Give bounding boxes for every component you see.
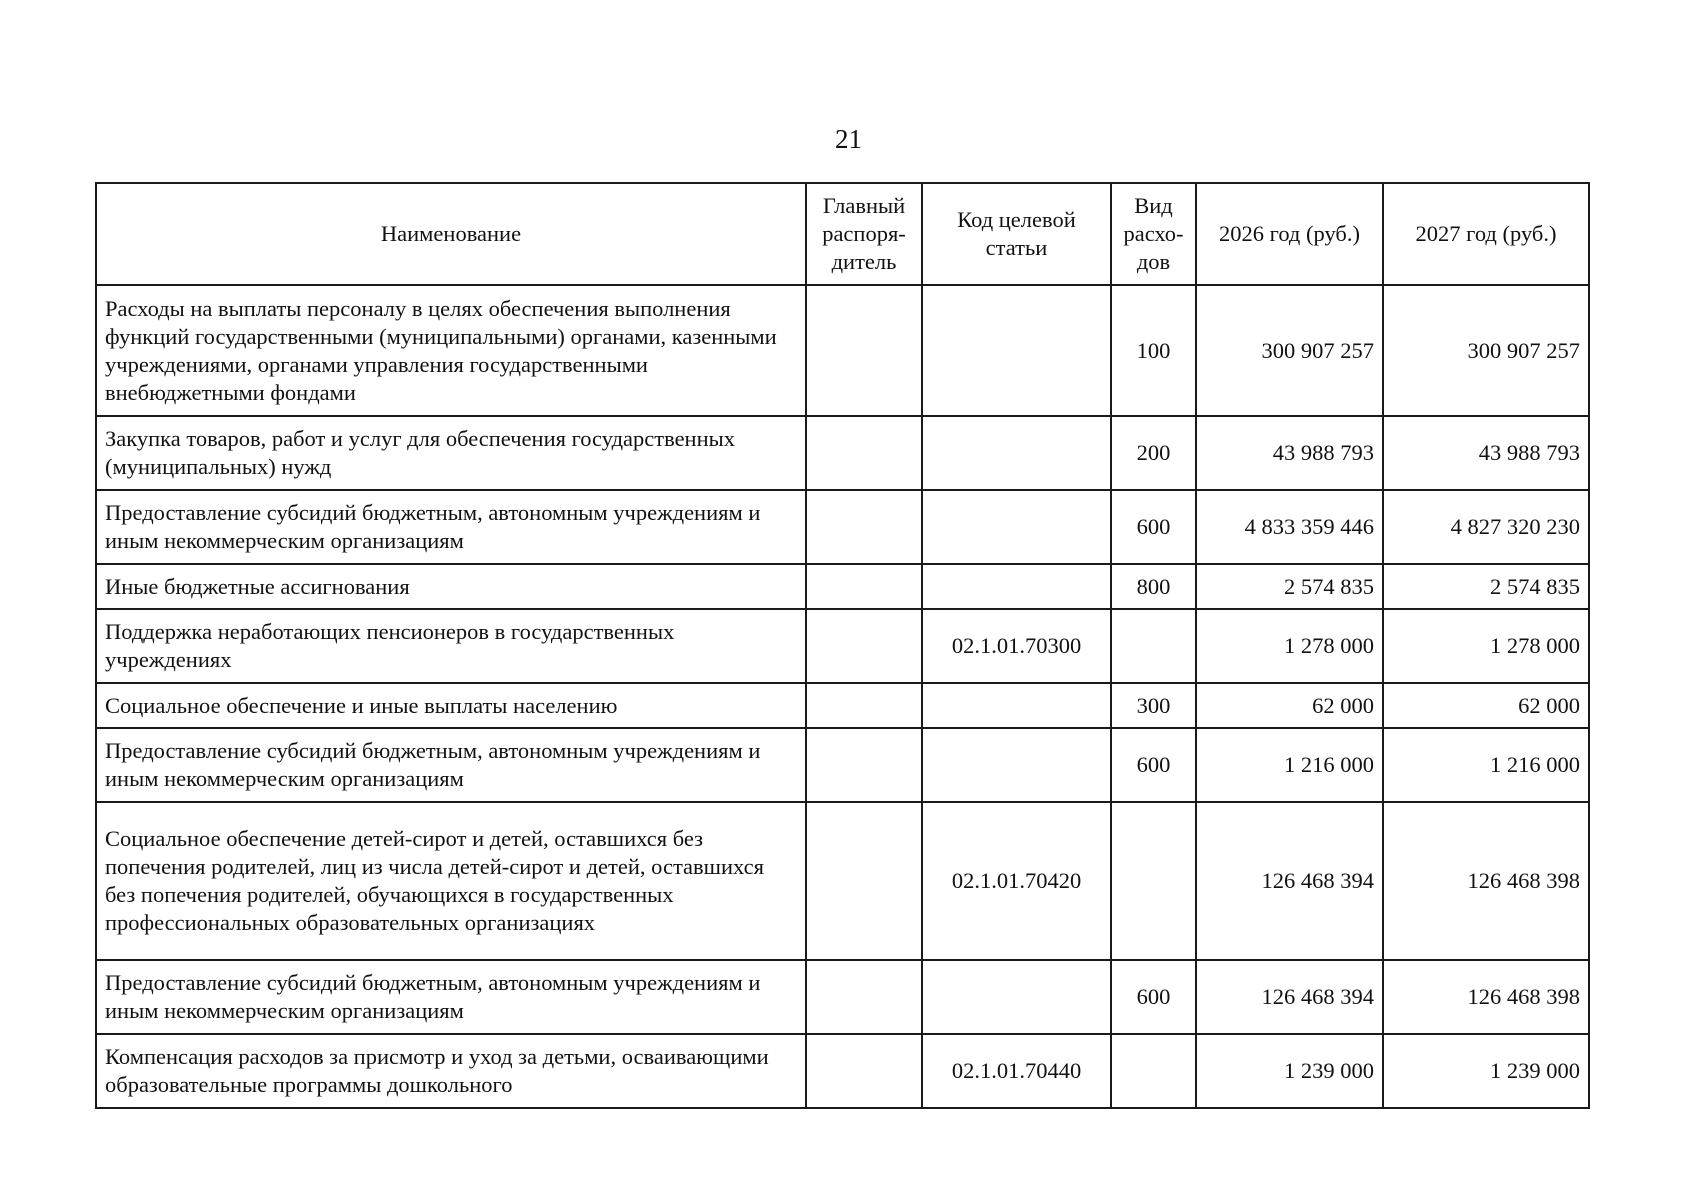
row-expense-type: 600	[1111, 728, 1196, 802]
row-year-2027: 4 827 320 230	[1383, 490, 1589, 564]
budget-table	[95, 182, 1590, 1109]
header-row	[96, 183, 1589, 285]
row-manager	[806, 728, 922, 802]
row-year-2026: 62 000	[1196, 683, 1383, 728]
table-header	[96, 183, 1589, 285]
row-target-code: 02.1.01.70420	[922, 802, 1111, 960]
row-year-2027: 43 988 793	[1383, 416, 1589, 490]
table-row	[96, 1034, 1589, 1108]
table-row	[96, 564, 1589, 609]
table-row	[96, 802, 1589, 960]
row-year-2026: 1 239 000	[1196, 1034, 1383, 1108]
row-name: Социальное обеспечение и иные выплаты населению	[96, 683, 806, 728]
row-manager	[806, 564, 922, 609]
row-target-code	[922, 285, 1111, 416]
row-name: Расходы на выплаты персоналу в целях обеспечения выполнения функций государственными (муниципальными) органами, казенными учреждениями, органами управления государственными внебюджетными фондами	[96, 285, 806, 416]
row-expense-type: 600	[1111, 960, 1196, 1034]
table-row	[96, 609, 1589, 683]
row-manager	[806, 802, 922, 960]
row-expense-type	[1111, 609, 1196, 683]
row-name: Закупка товаров, работ и услуг для обеспечения государственных (муниципальных) нужд	[96, 416, 806, 490]
row-year-2027: 126 468 398	[1383, 960, 1589, 1034]
row-name: Социальное обеспечение детей-сирот и детей, оставшихся без попечения родителей, лиц из числа детей-сирот и детей, оставшихся без попечения родителей, обучающихся в государственных профессиональных образовательных организациях	[96, 802, 806, 960]
table-row	[96, 285, 1589, 416]
row-manager	[806, 416, 922, 490]
row-expense-type	[1111, 802, 1196, 960]
table-row	[96, 728, 1589, 802]
row-year-2026: 300 907 257	[1196, 285, 1383, 416]
row-year-2026: 1 278 000	[1196, 609, 1383, 683]
row-manager	[806, 609, 922, 683]
table-body	[96, 285, 1589, 1108]
row-manager	[806, 683, 922, 728]
row-name: Компенсация расходов за присмотр и уход за детьми, осваивающими образовательные программы дошкольного	[96, 1034, 806, 1108]
row-year-2026: 2 574 835	[1196, 564, 1383, 609]
row-expense-type	[1111, 1034, 1196, 1108]
row-manager	[806, 1034, 922, 1108]
header-expense-type: Вид расхо-дов	[1111, 183, 1196, 285]
table-row	[96, 683, 1589, 728]
row-manager	[806, 285, 922, 416]
row-target-code	[922, 728, 1111, 802]
row-manager	[806, 960, 922, 1034]
page-number: 21	[835, 124, 862, 154]
row-year-2026: 126 468 394	[1196, 960, 1383, 1034]
row-year-2027: 1 216 000	[1383, 728, 1589, 802]
row-expense-type: 100	[1111, 285, 1196, 416]
header-name: Наименование	[96, 183, 806, 285]
row-year-2026: 43 988 793	[1196, 416, 1383, 490]
table-row	[96, 416, 1589, 490]
row-name: Поддержка неработающих пенсионеров в государственных учреждениях	[96, 609, 806, 683]
row-year-2027: 1 278 000	[1383, 609, 1589, 683]
row-year-2026: 1 216 000	[1196, 728, 1383, 802]
header-manager: Главный распоря-дитель	[806, 183, 922, 285]
row-name: Предоставление субсидий бюджетным, автономным учреждениям и иным некоммерческим организациям	[96, 960, 806, 1034]
row-expense-type: 300	[1111, 683, 1196, 728]
row-target-code: 02.1.01.70300	[922, 609, 1111, 683]
row-expense-type: 200	[1111, 416, 1196, 490]
row-year-2026: 126 468 394	[1196, 802, 1383, 960]
row-year-2027: 126 468 398	[1383, 802, 1589, 960]
row-year-2027: 300 907 257	[1383, 285, 1589, 416]
row-year-2027: 1 239 000	[1383, 1034, 1589, 1108]
row-target-code	[922, 490, 1111, 564]
row-year-2026: 4 833 359 446	[1196, 490, 1383, 564]
row-target-code	[922, 960, 1111, 1034]
table-row	[96, 490, 1589, 564]
row-year-2027: 62 000	[1383, 683, 1589, 728]
table-row	[96, 960, 1589, 1034]
header-year-2026: 2026 год (руб.)	[1196, 183, 1383, 285]
row-target-code: 02.1.01.70440	[922, 1034, 1111, 1108]
row-name: Иные бюджетные ассигнования	[96, 564, 806, 609]
row-manager	[806, 490, 922, 564]
row-target-code	[922, 416, 1111, 490]
header-year-2027: 2027 год (руб.)	[1383, 183, 1589, 285]
header-target-code: Код целевой статьи	[922, 183, 1111, 285]
row-year-2027: 2 574 835	[1383, 564, 1589, 609]
row-name: Предоставление субсидий бюджетным, автономным учреждениям и иным некоммерческим организациям	[96, 728, 806, 802]
row-expense-type: 800	[1111, 564, 1196, 609]
row-target-code	[922, 683, 1111, 728]
row-expense-type: 600	[1111, 490, 1196, 564]
row-target-code	[922, 564, 1111, 609]
row-name: Предоставление субсидий бюджетным, автономным учреждениям и иным некоммерческим организациям	[96, 490, 806, 564]
